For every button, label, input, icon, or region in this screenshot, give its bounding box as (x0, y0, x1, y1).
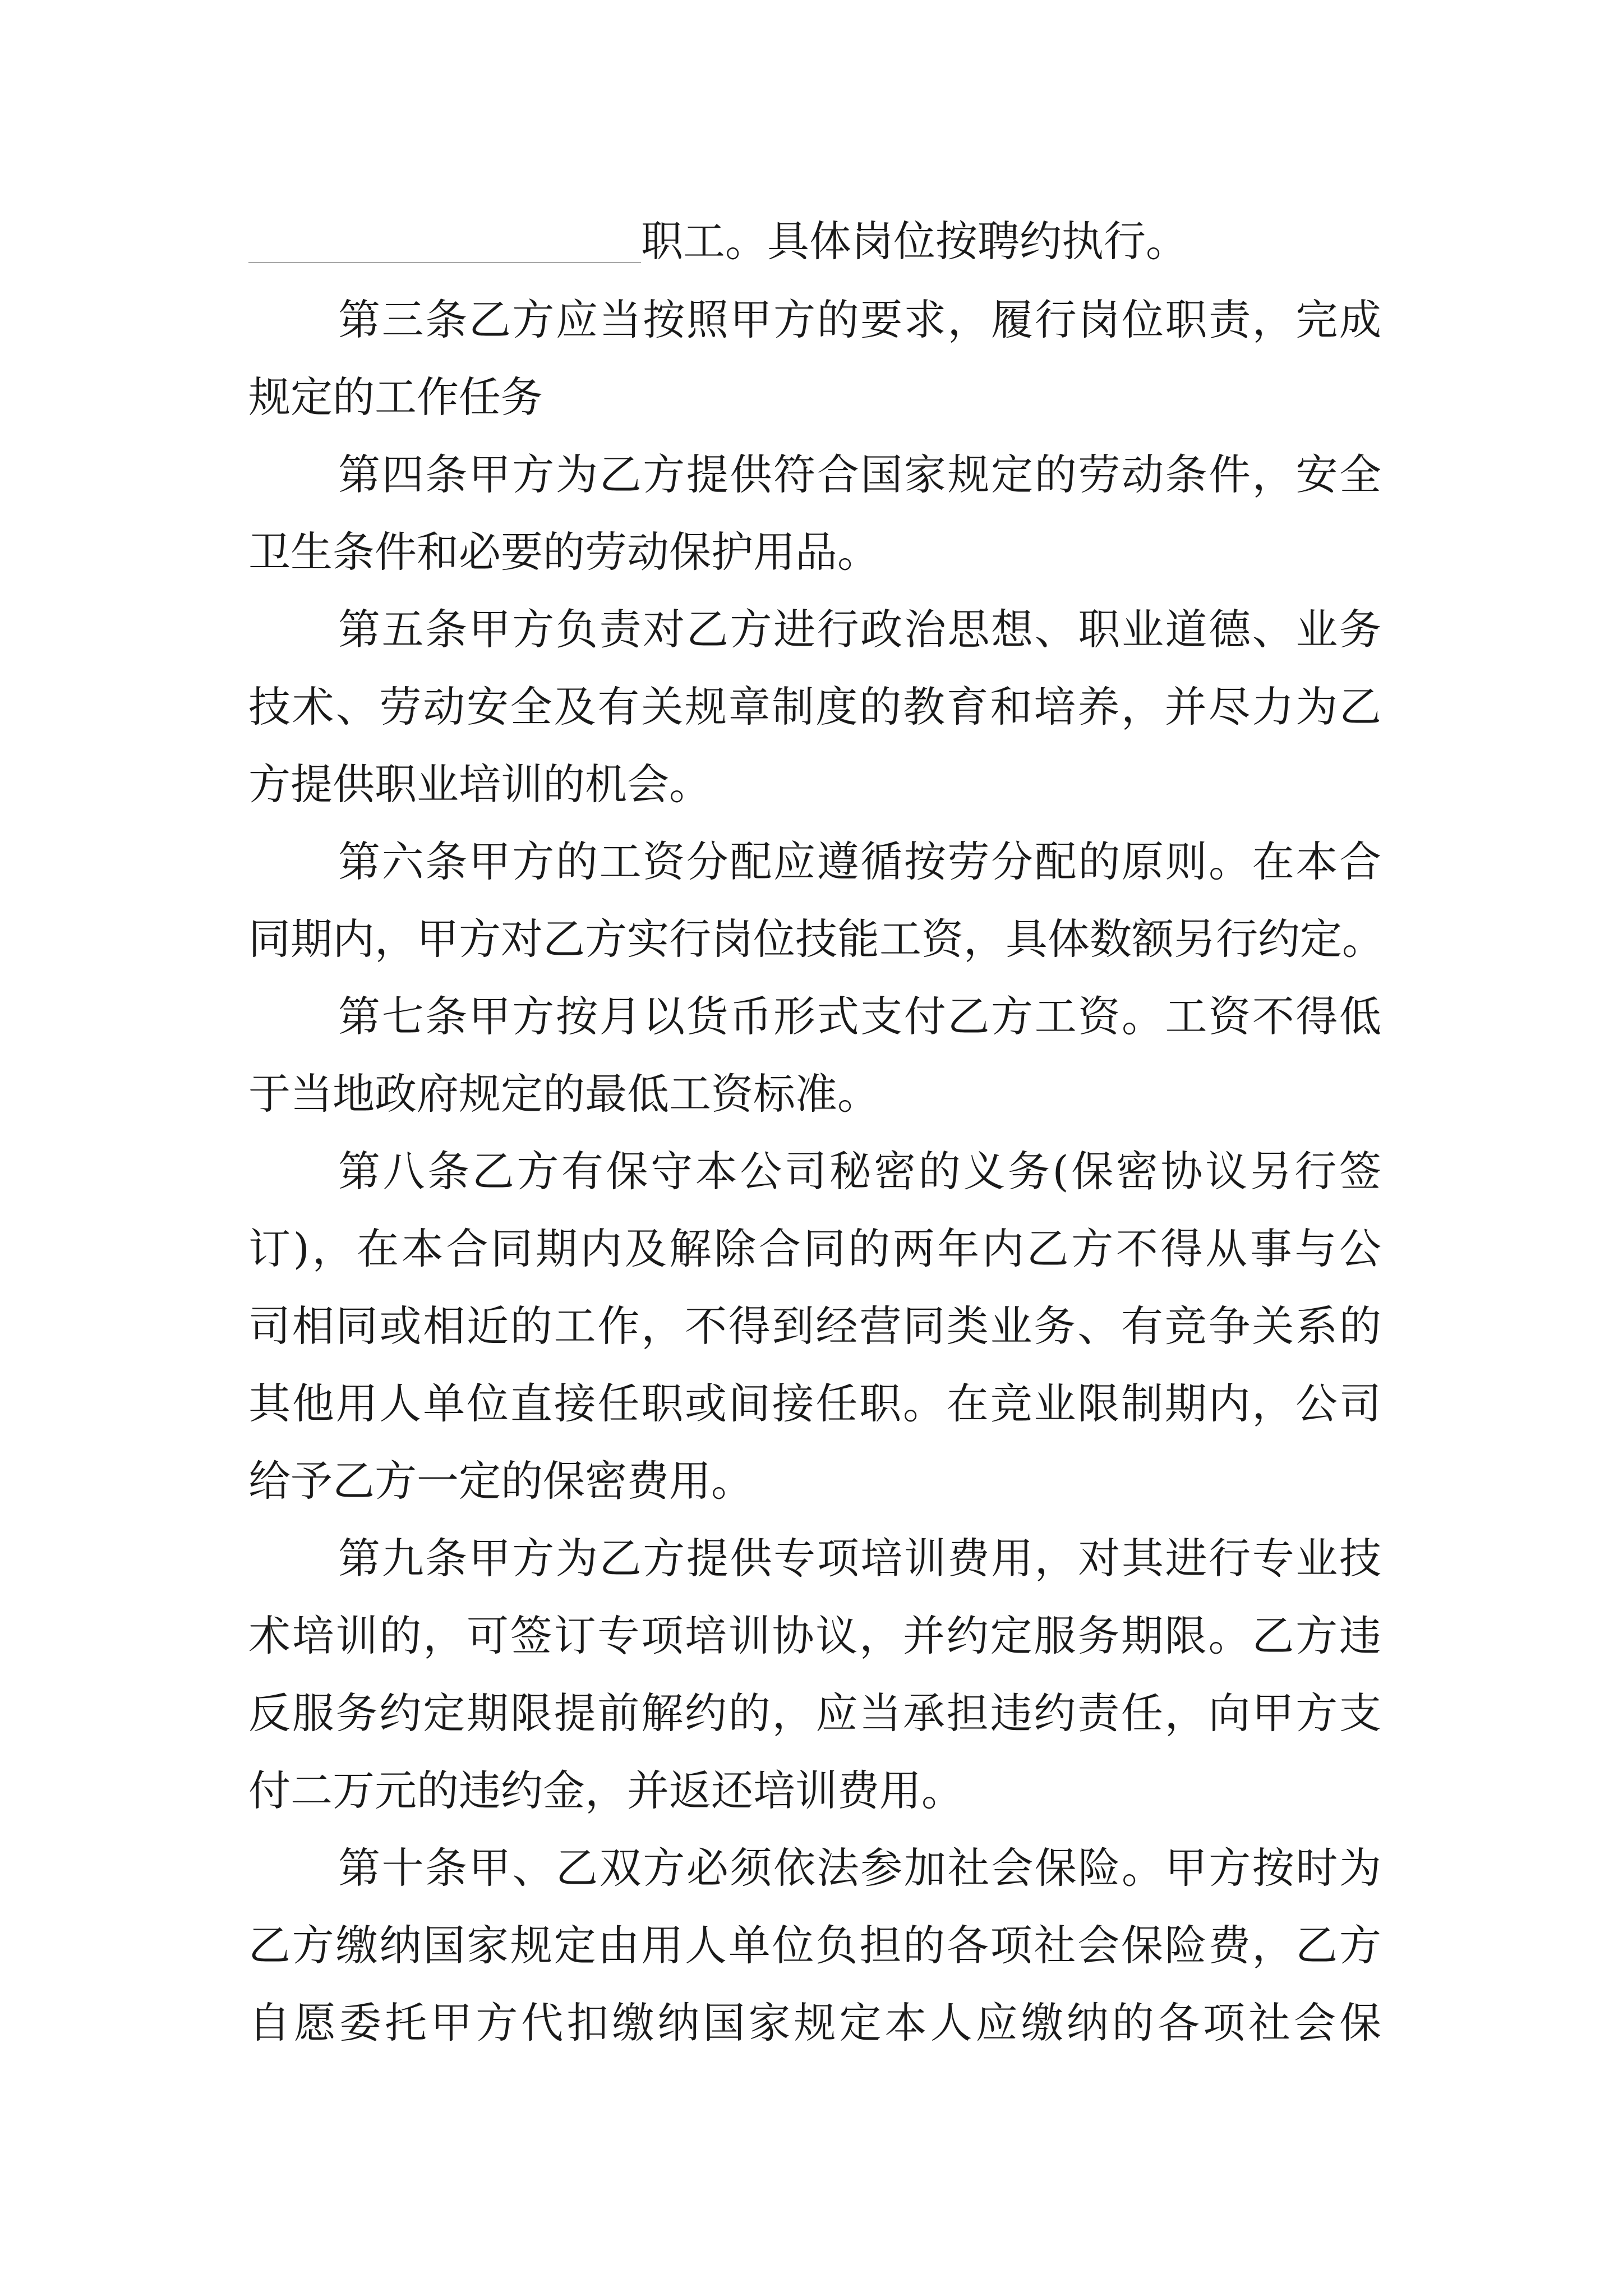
article-5-line-1: 第五条甲方负责对乙方进行政治思想、职业道德、业务 (338, 605, 1381, 654)
article-10-line-2: 乙方缴纳国家规定由用人单位负担的各项社会保险费，乙方 (248, 1921, 1381, 1970)
article-9-line-4: 付二万元的违约金，并返还培训费用。 (248, 1766, 964, 1815)
article-10-line-1: 第十条甲、乙双方必须依法参加社会保险。甲方按时为 (338, 1843, 1381, 1893)
article-8-line-5: 给予乙方一定的保密费用。 (248, 1456, 754, 1506)
article-8-line-1: 第八条乙方有保守本公司秘密的义务(保密协议另行签 (338, 1147, 1381, 1196)
article-8-line-3: 司相同或相近的工作，不得到经营同类业务、有竞争关系的 (248, 1301, 1381, 1351)
article-9-line-2: 术培训的，可签订专项培训协议，并约定服务期限。乙方违 (248, 1611, 1381, 1660)
article-4-line-1: 第四条甲方为乙方提供符合国家规定的劳动条件，安全 (338, 450, 1381, 499)
fill-in-blank-underline (248, 262, 641, 263)
article-8-line-4: 其他用人单位直接任职或间接任职。在竞业限制期内，公司 (248, 1379, 1381, 1428)
article-7-line-2: 于当地政府规定的最低工资标准。 (248, 1069, 880, 1119)
article-4-line-2: 卫生条件和必要的劳动保护用品。 (248, 527, 880, 577)
article-6-line-1: 第六条甲方的工资分配应遵循按劳分配的原则。在本合 (338, 837, 1381, 886)
first-line: 职工。具体岗位按聘约执行。 (641, 217, 1188, 266)
article-8-line-2: 订)，在本合同期内及解除合同的两年内乙方不得从事与公 (248, 1224, 1381, 1273)
article-3-line-1: 第三条乙方应当按照甲方的要求，履行岗位职责，完成 (338, 295, 1381, 344)
article-5-line-2: 技术、劳动安全及有关规章制度的教育和培养，并尽力为乙 (248, 682, 1381, 731)
article-3-line-2: 规定的工作任务 (248, 372, 543, 422)
article-10-line-3: 自愿委托甲方代扣缴纳国家规定本人应缴纳的各项社会保 (248, 1998, 1381, 2047)
article-9-line-3: 反服务约定期限提前解约的，应当承担违约责任，向甲方支 (248, 1688, 1381, 1738)
article-9-line-1: 第九条甲方为乙方提供专项培训费用，对其进行专业技 (338, 1534, 1381, 1583)
article-7-line-1: 第七条甲方按月以货币形式支付乙方工资。工资不得低 (338, 992, 1381, 1041)
article-5-line-3: 方提供职业培训的机会。 (248, 760, 712, 809)
article-6-line-2: 同期内，甲方对乙方实行岗位技能工资，具体数额另行约定。 (248, 914, 1385, 964)
